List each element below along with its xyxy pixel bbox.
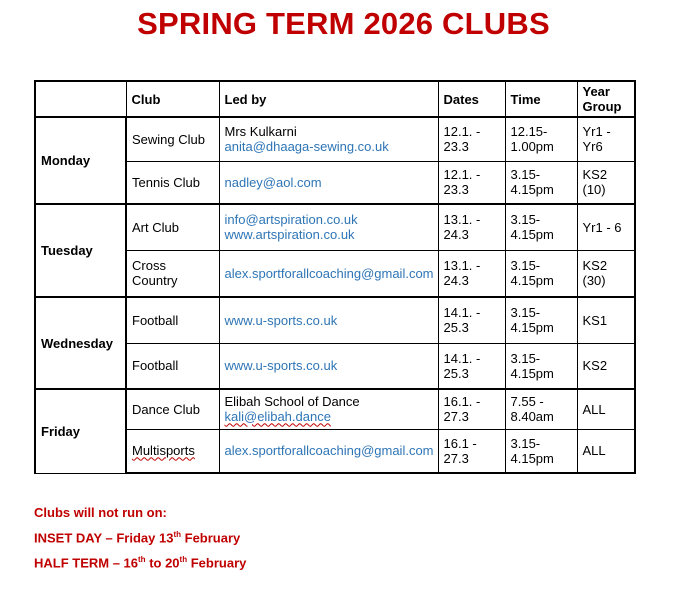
led-by-cell xyxy=(219,250,438,297)
year-cell: KS2 (10) xyxy=(577,161,635,204)
table-row xyxy=(35,297,635,343)
closure-notes xyxy=(34,505,246,580)
time-cell: 3.15-4.15pm xyxy=(505,429,577,473)
email-link[interactable]: nadley@aol.com xyxy=(224,174,322,190)
website-link[interactable]: www.u-sports.co.uk xyxy=(224,358,338,374)
day-tuesday: Tuesday xyxy=(35,204,126,297)
page-title: SPRING TERM 2026 CLUBS xyxy=(137,6,550,41)
time-cell: 3.15-4.15pm xyxy=(505,161,577,204)
dates-cell: 12.1. - 23.3 xyxy=(438,117,505,161)
header-club: Club xyxy=(126,81,219,117)
led-by-cell xyxy=(219,429,438,473)
club-name: Football xyxy=(126,297,219,343)
led-by-cell xyxy=(219,204,438,250)
time-cell: 3.15-4.15pm xyxy=(505,250,577,297)
dates-cell: 14.1. - 25.3 xyxy=(438,297,505,343)
table-row xyxy=(35,389,635,429)
dates-cell: 13.1. - 24.3 xyxy=(438,204,505,250)
email-link[interactable]: info@artspiration.co.uk xyxy=(224,212,358,228)
email-link[interactable]: alex.sportforallcoaching@gmail.com xyxy=(224,265,434,281)
leader-name: Elibah School of Dance xyxy=(224,394,360,410)
header-year-group: Year Group xyxy=(577,81,635,117)
header-time: Time xyxy=(505,81,577,117)
club-name: Art Club xyxy=(126,204,219,250)
clubs-table xyxy=(34,80,636,474)
inset-day-note: INSET DAY – Friday 13th February xyxy=(34,530,241,546)
year-cell: KS1 xyxy=(577,297,635,343)
club-name-text: Multisports xyxy=(132,443,195,459)
header-day xyxy=(35,81,126,117)
table-row xyxy=(35,204,635,250)
dates-cell: 13.1. - 24.3 xyxy=(438,250,505,297)
email-link[interactable]: anita@dhaaga-sewing.co.uk xyxy=(224,139,389,155)
year-cell: KS2 xyxy=(577,343,635,389)
email-link[interactable]: alex.sportforallcoaching@gmail.com xyxy=(224,443,434,459)
club-name: Sewing Club xyxy=(126,117,219,161)
time-cell: 3.15-4.15pm xyxy=(505,297,577,343)
year-cell: KS2 (30) xyxy=(577,250,635,297)
header-dates: Dates xyxy=(438,81,505,117)
club-name: Cross Country xyxy=(126,250,219,297)
led-by-cell xyxy=(219,117,438,161)
dates-cell: 16.1 - 27.3 xyxy=(438,429,505,473)
led-by-cell xyxy=(219,161,438,204)
year-cell: Yr1 - Yr6 xyxy=(577,117,635,161)
website-link[interactable]: www.artspiration.co.uk xyxy=(224,227,355,243)
day-wednesday: Wednesday xyxy=(35,297,126,389)
leader-name: Mrs Kulkarni xyxy=(224,124,297,140)
half-term-note: HALF TERM – 16th to 20th February xyxy=(34,555,247,571)
header-led-by: Led by xyxy=(219,81,438,117)
day-monday: Monday xyxy=(35,117,126,204)
club-name: Football xyxy=(126,343,219,389)
time-cell: 3.15-4.15pm xyxy=(505,204,577,250)
dates-cell: 14.1. - 25.3 xyxy=(438,343,505,389)
year-cell: ALL xyxy=(577,429,635,473)
led-by-cell xyxy=(219,343,438,389)
club-name: Tennis Club xyxy=(126,161,219,204)
time-cell: 12.15-1.00pm xyxy=(505,117,577,161)
dates-cell: 12.1. - 23.3 xyxy=(438,161,505,204)
time-cell: 7.55 - 8.40am xyxy=(505,389,577,429)
email-link[interactable]: kali@elibah.dance xyxy=(224,409,331,425)
club-name: Dance Club xyxy=(126,389,219,429)
year-cell: ALL xyxy=(577,389,635,429)
led-by-cell xyxy=(219,297,438,343)
dates-cell: 16.1. - 27.3 xyxy=(438,389,505,429)
time-cell: 3.15-4.15pm xyxy=(505,343,577,389)
table-header-row xyxy=(35,81,635,117)
website-link[interactable]: www.u-sports.co.uk xyxy=(224,312,338,328)
table-row xyxy=(35,117,635,161)
led-by-cell xyxy=(219,389,438,429)
day-friday: Friday xyxy=(35,389,126,473)
notes-heading: Clubs will not run on: xyxy=(34,505,167,520)
club-name xyxy=(126,429,219,473)
year-cell: Yr1 - 6 xyxy=(577,204,635,250)
